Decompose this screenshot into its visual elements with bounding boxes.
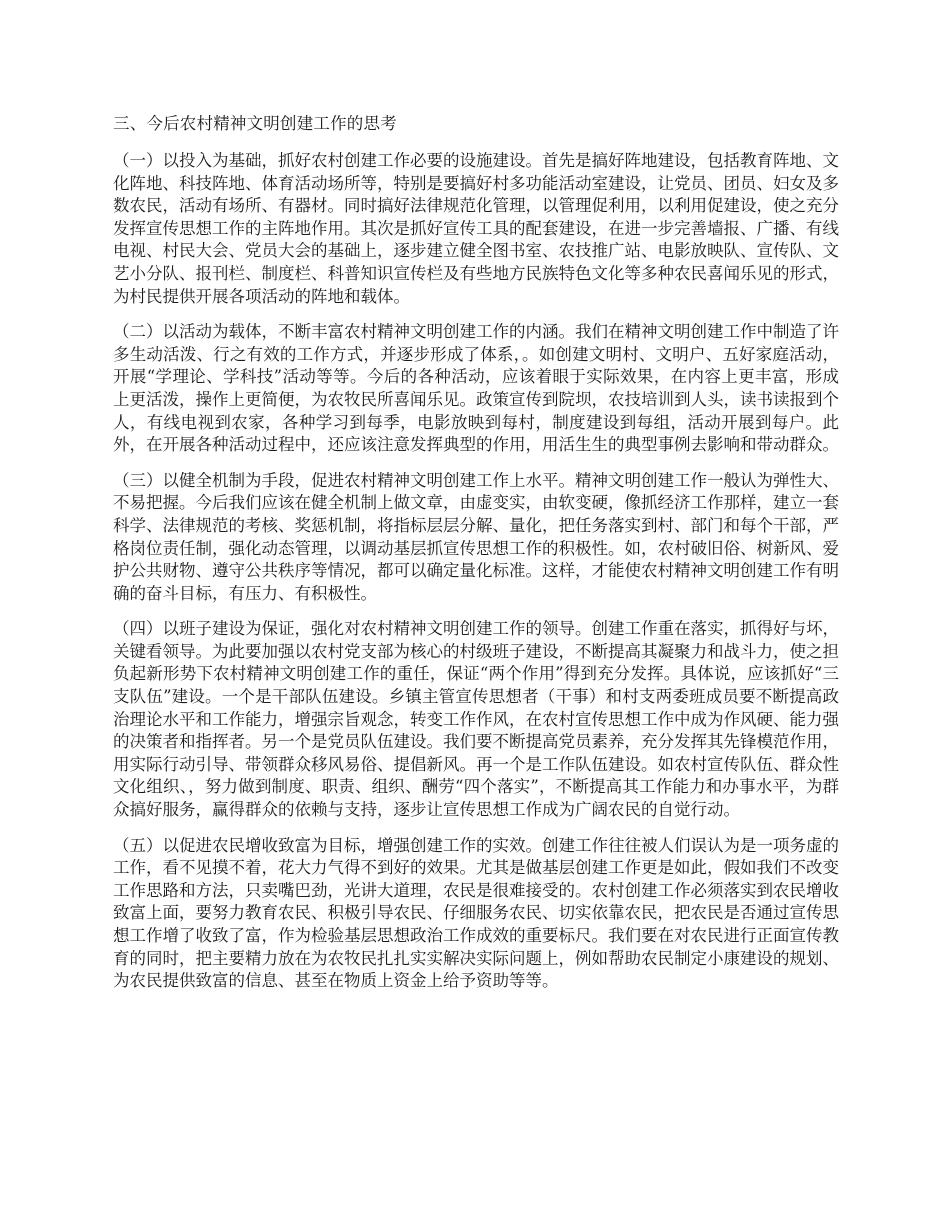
paragraph-1: （一）以投入为基础，抓好农村创建工作必要的设施建设。首先是搞好阵地建设，包括教育阵地、文化阵地、科技阵地、体育活动场所等，特别是要搞好村多功能活动室建设，让党员、团员、妇女及多数农民，活动有场所、有器材。同时搞好法律规范化管理，以管理促利用，以利用促建设，使之充分发挥宣传思想工作的主阵地作用。其次是抓好宣传工具的配套建设，在进一步完善墙报、广播、有线电视、村民大会、党员大会的基础上，逐步建立健全图书室、农技推广站、电影放映队、宣传队、文艺小分队、报刊栏、制度栏、科普知识宣传栏及有些地方民族特色文化等多种农民喜闻乐见的形式，为村民提供开展各项活动的阵地和载体。 — [113, 151, 839, 306]
section-heading: 三、今后农村精神文明创建工作的思考 — [113, 114, 397, 133]
paragraph-4: （四）以班子建设为保证，强化对农村精神文明创建工作的领导。创建工作重在落实，抓得好与坏，关键看领导。为此要加强以农村党支部为核心的村级班子建设，不断提高其凝聚力和战斗力，使之担负起新形势下农村精神文明创建工作的重任，保证“两个作用”得到充分发挥。具体说，应该抓好“三支队伍”建设。一个是干部队伍建设。乡镇主管宣传思想者（干事）和村支两委班成员要不断提高政治理论水平和工作能力，增强宗旨观念，转变工作作风，在农村宣传思想工作中成为作风硬、能力强的决策者和指挥者。另一个是党员队伍建设。我们要不断提高党员素养，充分发挥其先锋模范作用，用实际行动引导、带领群众移风易俗、提倡新风。再一个是工作队伍建设。如农村宣传队伍、群众性文化组织、，努力做到制度、职责、组织、酬劳“四个落实”，不断提高其工作能力和办事水平，为群众搞好服务，赢得群众的依赖与支持，逐步让宣传思想工作成为广阔农民的自觉行动。 — [113, 619, 839, 820]
paragraph-5: （五）以促进农民增收致富为目标，增强创建工作的实效。创建工作往往被人们误认为是一项务虚的工作，看不见摸不着，花大力气得不到好的效果。尤其是做基层创建工作更是如此，假如我们不改变工作思路和方法，只卖嘴巴劲，光讲大道理，农民是很难接受的。农村创建工作必须落实到农民增收致富上面，要努力教育农民、积极引导农民、仔细服务农民、切实依靠农民，把农民是否通过宣传思想工作增了收致了富，作为检验基层思想政治工作成效的重要标尺。我们要在对农民进行正面宣传教育的同时，把主要精力放在为农牧民扎扎实实解决实际问题上，例如帮助农民制定小康建设的规划、为农民提供致富的信息、甚至在物质上资金上给予资助等等。 — [113, 835, 839, 991]
paragraph-2: （二）以活动为载体，不断丰富农村精神文明创建工作的内涵。我们在精神文明创建工作中制造了许多生动活泼、行之有效的工作方式，并逐步形成了体系，。如创建文明村、文明户、五好家庭活动，开展“学理论、学科技”活动等等。今后的各种活动，应该着眼于实际效果，在内容上更丰富，形成上更活泼，操作上更简便，为农牧民所喜闻乐见。政策宣传到院坝，农技培训到人头，读书读报到个人，有线电视到农家，各种学习到每季，电影放映到每村，制度建设到每组，活动开展到每户。此外，在开展各种活动过程中，还应该注意发挥典型的作用，用活生生的典型事例去影响和带动群众。 — [113, 322, 839, 455]
paragraph-3: （三）以健全机制为手段，促进农村精神文明创建工作上水平。精神文明创建工作一般认为弹性大、不易把握。今后我们应该在健全机制上做文章，由虚变实，由软变硬，像抓经济工作那样，建立一套科学、法律规范的考核、奖惩机制，将指标层层分解、量化，把任务落实到村、部门和每个干部，严格岗位责任制，强化动态管理，以调动基层抓宣传思想工作的积极性。如，农村破旧俗、树新风、爱护公共财物、遵守公共秩序等情况，都可以确定量化标准。这样，才能使农村精神文明创建工作有明确的奋斗目标，有压力、有积极性。 — [113, 470, 839, 603]
document-page — [113, 112, 839, 1006]
